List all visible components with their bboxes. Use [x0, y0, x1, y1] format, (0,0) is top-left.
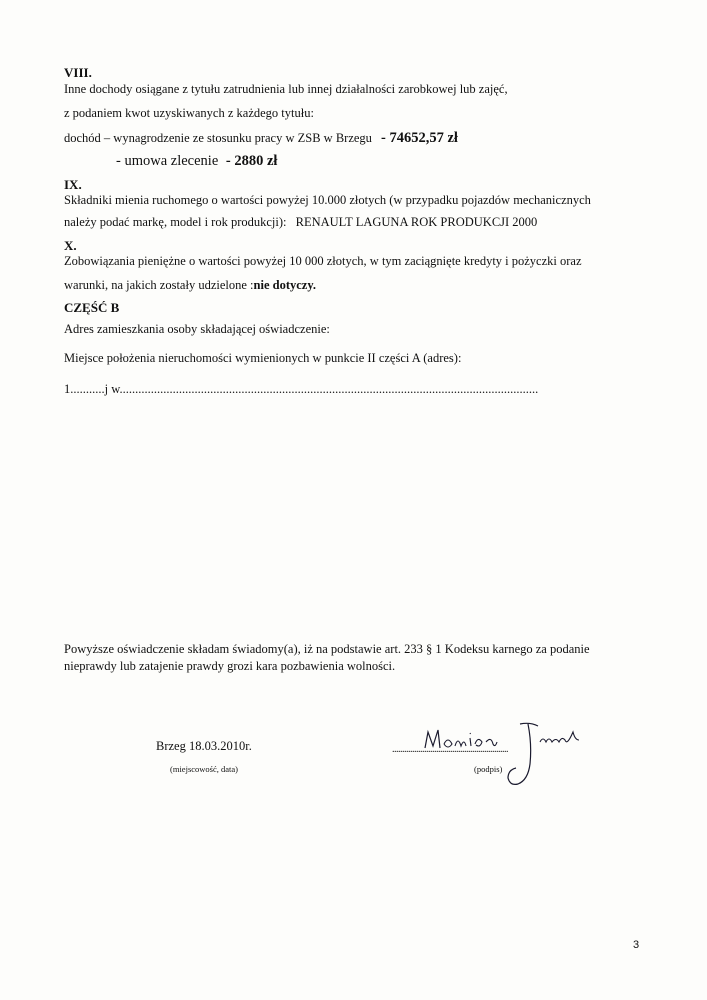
place-date: Brzeg 18.03.2010r. [156, 739, 252, 753]
section-viii-line2: z podaniem kwot uzyskiwanych z każdego tytułu: [64, 106, 314, 120]
income-value: - 74652,57 zł [381, 130, 458, 146]
contract-label: - umowa zlecenie [116, 153, 219, 169]
section-ix-line1: Składniki mienia ruchomego o wartości powyżej 10.000 złotych (w przypadku pojazdów mechanicznych [64, 193, 591, 207]
liabilities-answer: nie dotyczy. [253, 278, 317, 292]
section-ix-line2-label: należy podać markę, model i rok produkcji): [64, 215, 287, 229]
property-label: Miejsce położenia nieruchomości wymienionych w punkcie II części A (adres): [64, 351, 462, 365]
declaration-line2: nieprawdy lub zatajenie prawdy grozi kara pozbawienia wolności. [64, 659, 396, 673]
page-number: 3 [633, 939, 640, 951]
vehicle-answer: RENAULT LAGUNA ROK PRODUKCJI 2000 [295, 215, 538, 229]
section-viii-line1: Inne dochody osiągane z tytułu zatrudnienia lub innej działalności zarobkowej lub zajęć, [64, 82, 508, 96]
signature-line: .......................................................... [392, 744, 508, 755]
section-ix-heading: IX. [64, 177, 82, 192]
section-x-heading: X. [64, 238, 77, 253]
section-ix-line2 [64, 214, 537, 230]
section-x-line2 [64, 277, 316, 293]
handwritten-signature [420, 720, 595, 790]
section-x-line2-label: warunki, na jakich zostały udzielone : [64, 278, 254, 292]
income-label: dochód – wynagrodzenie ze stosunku pracy w ZSB w Brzegu [64, 131, 372, 145]
contract-value: - 2880 zł [225, 153, 278, 169]
declaration-line1: Powyższe oświadczenie składam świadomy(a), iż na podstawie art. 233 § 1 Kodeksu karnego za podanie [64, 642, 590, 656]
part-b-heading: CZĘŚĆ B [64, 300, 120, 315]
section-viii-heading: VIII. [64, 65, 92, 80]
address-label: Adres zamieszkania osoby składającej oświadczenie: [64, 322, 330, 336]
place-date-caption: (miejscowość, data) [170, 764, 238, 774]
contract-row [116, 153, 277, 169]
section-x-line1: Zobowiązania pieniężne o wartości powyżej 10 000 złotych, w tym zaciągnięte kredyty i pożyczki oraz [64, 254, 582, 268]
income-row [64, 130, 458, 146]
signature-caption: (podpis) [474, 764, 503, 774]
property-item-1: 1...........j w...................................................................................................................................... [64, 382, 539, 396]
